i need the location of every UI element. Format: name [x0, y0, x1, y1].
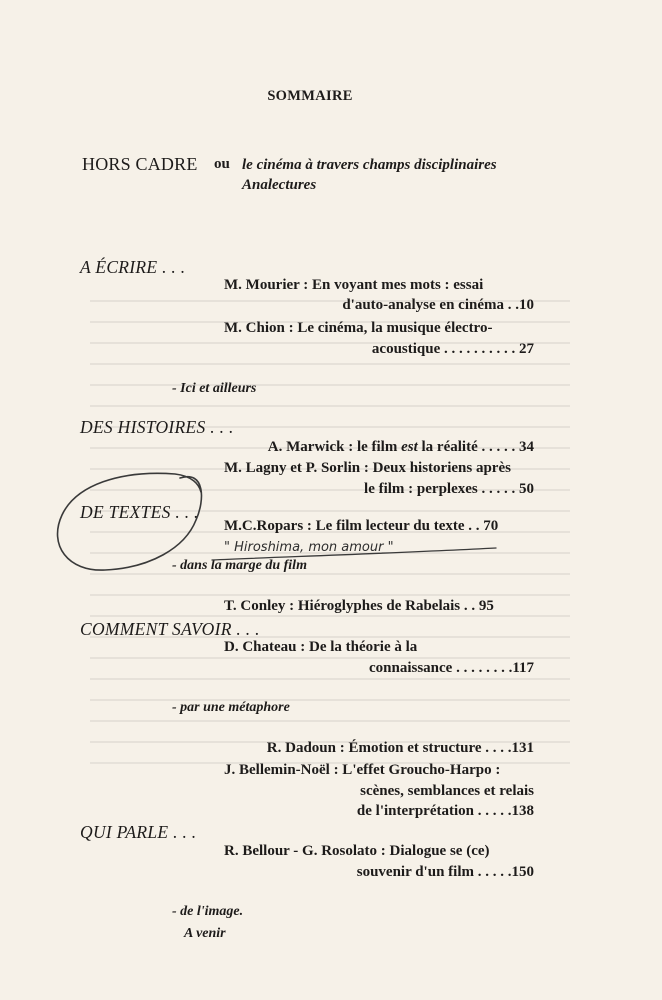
entry-marwick-author: A. Marwick : le film	[267, 439, 402, 455]
journal-conjunction: ou	[214, 156, 230, 172]
entry-chateau-line2: connaissance . . . . . . . .117	[368, 660, 534, 676]
section-savoir: COMMENT SAVOIR . . .	[80, 619, 260, 639]
journal-analectures: Analectures	[242, 177, 317, 193]
hand-drawn-circle	[58, 473, 202, 570]
entry-mourier-line1: M. Mourier : En voyant mes mots : essai	[224, 277, 484, 293]
journal-name: HORS CADRE	[82, 154, 198, 174]
subsection-de-limage: - de l'image.	[172, 904, 244, 919]
entry-dadoun: R. Dadoun : Émotion et structure . . . .131	[266, 740, 534, 756]
section-qui-parle: QUI PARLE . . .	[80, 822, 197, 842]
section-textes: DE TEXTES . . .	[80, 502, 199, 522]
entry-bellour-line2: souvenir d'un film . . . . .150	[356, 864, 534, 880]
handwritten-note: " Hiroshima, mon amour "	[224, 540, 394, 555]
entry-marwick-rest: la réalité . . . . . 34	[417, 439, 534, 455]
section-ecrire: A ÉCRIRE . . .	[80, 257, 186, 277]
subsection-marge-du-film: - dans la marge du film	[172, 558, 307, 573]
entry-chion-line2: acoustique . . . . . . . . . . 27	[371, 341, 534, 357]
entry-bellemin-line3: de l'interprétation . . . . .138	[356, 803, 534, 819]
page-title: SOMMAIRE	[267, 88, 353, 104]
entry-lagny-line2: le film : perplexes . . . . . 50	[364, 481, 534, 497]
entry-bellemin-line2: scènes, semblances et relais	[360, 783, 534, 799]
entry-chateau-line1: D. Chateau : De la théorie à la	[224, 639, 418, 655]
entry-lagny-line1: M. Lagny et P. Sorlin : Deux historiens après	[224, 460, 511, 476]
entry-bellemin-line1: J. Bellemin-Noël : L'effet Groucho-Harpo :	[224, 762, 501, 778]
subsection-ici-ailleurs: - Ici et ailleurs	[172, 381, 257, 396]
subsection-metaphore: - par une métaphore	[172, 700, 290, 715]
entry-ropars: M.C.Ropars : Le film lecteur du texte . . 70	[224, 518, 499, 534]
entry-chion-line1: M. Chion : Le cinéma, la musique électro-	[224, 320, 493, 336]
entry-bellour-line1: R. Bellour - G. Rosolato : Dialogue se (ce)	[224, 843, 490, 859]
entry-conley: T. Conley : Hiéroglyphes de Rabelais . . 95	[224, 598, 494, 614]
subsection-a-venir: A venir	[184, 926, 226, 941]
entry-marwick-emphasis: est	[401, 439, 418, 455]
journal-subtitle: le cinéma à travers champs disciplinaires	[242, 157, 497, 173]
entry-mourier-line2: d'auto-analyse en cinéma . .10	[342, 297, 534, 313]
section-histoires: DES HISTOIRES . . .	[80, 417, 234, 437]
